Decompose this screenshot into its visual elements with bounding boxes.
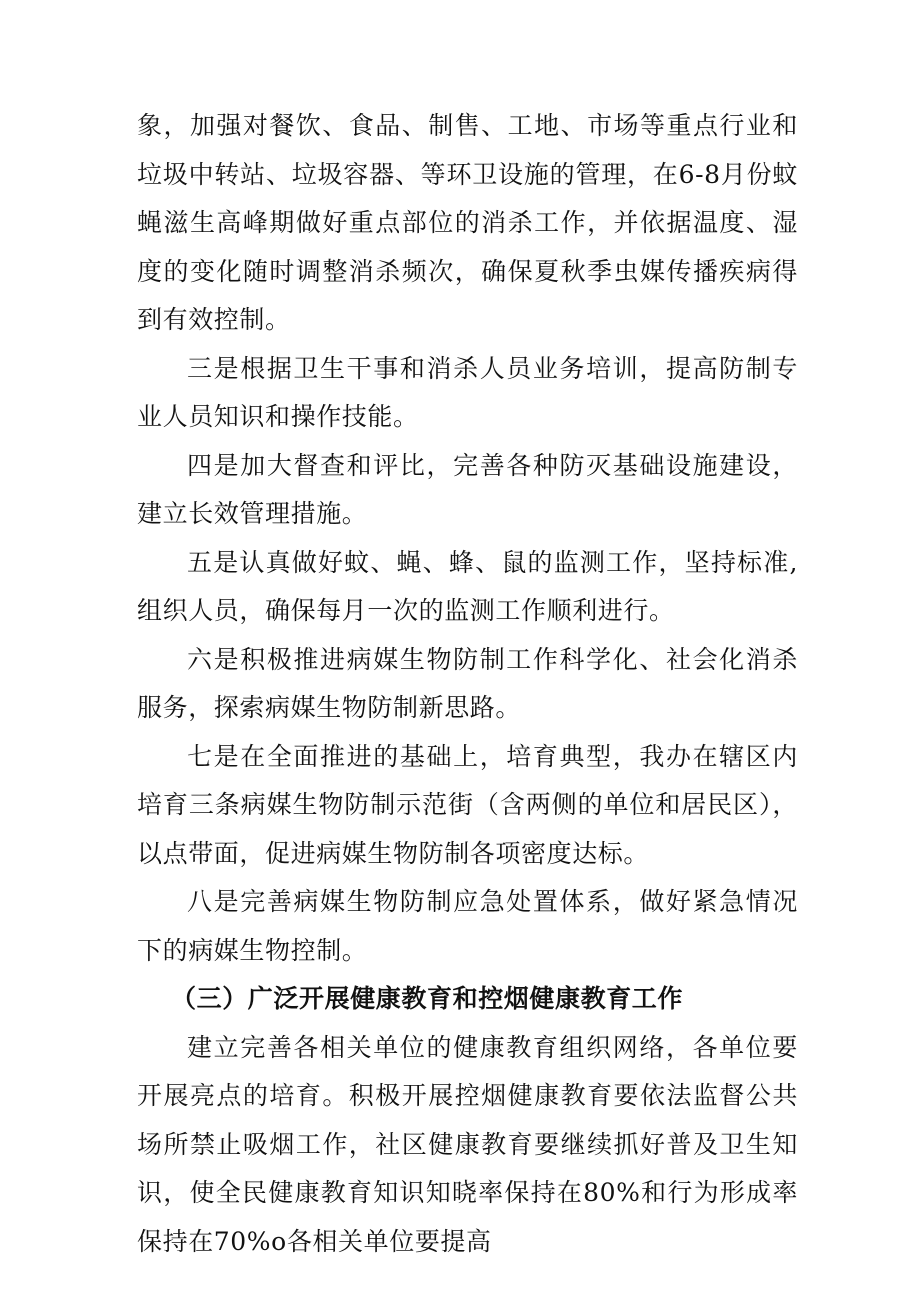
paragraph-item-three: 三是根据卫生干事和消杀人员业务培训，提高防制专业人员知识和操作技能。	[137, 353, 798, 431]
section-heading: （三）广泛开展健康教育和控烟健康教育工作	[171, 984, 684, 1013]
paragraph-item-seven: 七是在全面推进的基础上，培育典型，我办在辖区内培育三条病媒生物防制示范街（含两侧的单位和居民区），以点带面，促进病媒生物防制各项密度达标。	[137, 741, 798, 868]
paragraph-item-four: 四是加大督查和评比，完善各种防灭基础设施建设，建立长效管理措施。	[137, 450, 798, 528]
paragraph-continuation: 象，加强对餐饮、食品、制售、工地、市场等重点行业和垃圾中转站、垃圾容器、等环卫设施的管理，在6-8月份蚊蝇滋生高峰期做好重点部位的消杀工作，并依据温度、湿度的变化随时调整消杀频次，确保夏秋季虫媒传播疾病得到有效控制。	[137, 111, 798, 334]
paragraph-item-eight: 八是完善病媒生物防制应急处置体系，做好紧急情况下的病媒生物控制。	[137, 887, 798, 965]
paragraph-health-education: 建立完善各相关单位的健康教育组织网络，各单位要开展亮点的培育。积极开展控烟健康教育要依法监督公共场所禁止吸烟工作，社区健康教育要继续抓好普及卫生知识，使全民健康教育知识知晓率保持在80%和行为形成率保持在70%o各相关单位要提高	[137, 1032, 798, 1256]
paragraph-item-six: 六是积极推进病媒生物防制工作科学化、社会化消杀服务，探索病媒生物防制新思路。	[137, 644, 798, 722]
paragraph-item-five: 五是认真做好蚊、蝇、蜂、鼠的监测工作，坚持标准,组织人员，确保每月一次的监测工作顺利进行。	[137, 547, 798, 625]
